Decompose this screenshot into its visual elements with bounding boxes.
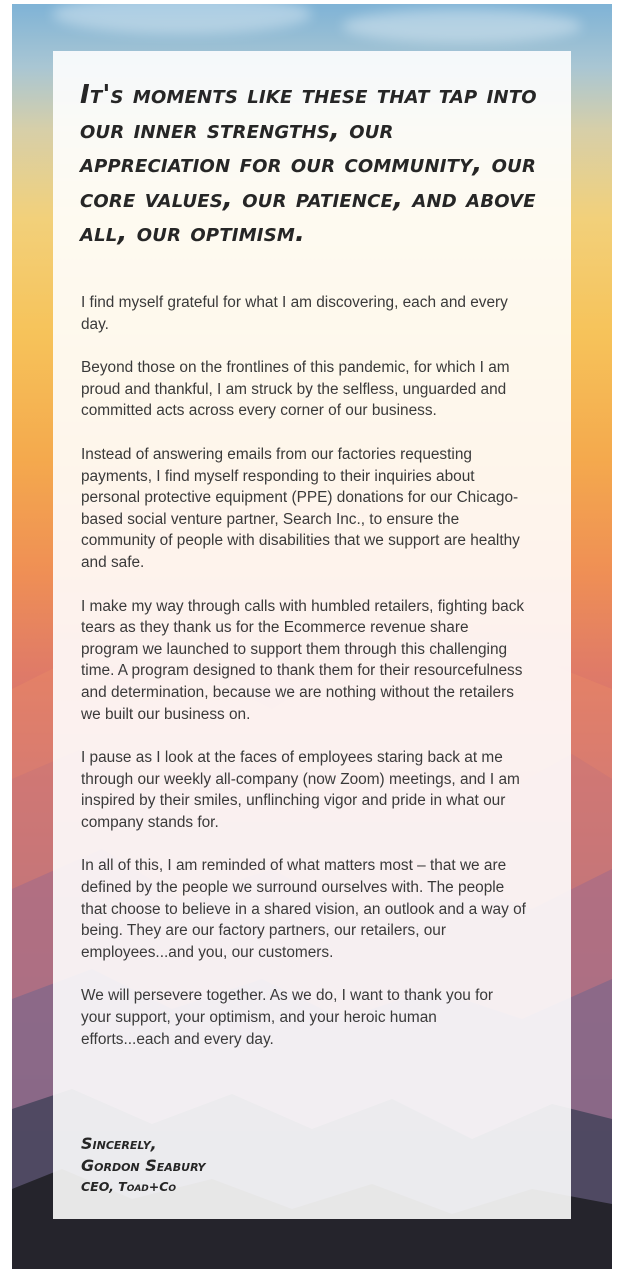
paragraph: I make my way through calls with humbled retailers, fighting back tears as they thank us for the Ecommerce revenue share program we launched to support them through this challenging time. A program designed to thank them for their resourcefulness and determination, because we are nothing without the retailers we built our business on. bbox=[81, 597, 525, 723]
letter-headline: It's moments like these that tap into our inner strengths, our appreciation for our community, our core values, our patience, and above all, our optimism. bbox=[80, 80, 537, 249]
paragraph: We will persevere together. As we do, I want to thank you for your support, your optimism, and your heroic human efforts...each and every day. bbox=[81, 987, 494, 1048]
paragraph: I find myself grateful for what I am discovering, each and every day. bbox=[81, 294, 508, 333]
paragraph: Beyond those on the frontlines of this pandemic, for which I am proud and thankful, I am struck by the selfless, unguarded and committed acts across every corner of our business. bbox=[81, 359, 510, 420]
paragraph: I pause as I look at the faces of employees staring back at me through our weekly all-company (now Zoom) meetings, and I am inspired by their smiles, unflinching vigor and pride in what our company stands for. bbox=[81, 749, 520, 831]
signature-title: CEO, Toad+Co bbox=[81, 1179, 177, 1194]
signature-name: Gordon Seabury bbox=[81, 1156, 206, 1175]
paragraph: Instead of answering emails from our factories requesting payments, I find myself responding to their inquiries about personal protective equipment (PPE) donations for our Chicago-based social venture partner, Search Inc., to ensure the community of people with disabilities that we support are healthy and safe. bbox=[81, 445, 520, 571]
letter-body bbox=[81, 292, 526, 1072]
cloud-shape bbox=[52, 4, 312, 34]
signature-closing: Sincerely, bbox=[81, 1134, 157, 1153]
paragraph: In all of this, I am reminded of what matters most – that we are defined by the people we surround ourselves with. The people that choose to believe in a shared vision, an outlook and a way of being. They are our factory partners, our retailers, our employees...and you, our customers. bbox=[81, 857, 526, 961]
cloud-shape bbox=[342, 9, 582, 43]
signature-block bbox=[81, 1133, 206, 1197]
